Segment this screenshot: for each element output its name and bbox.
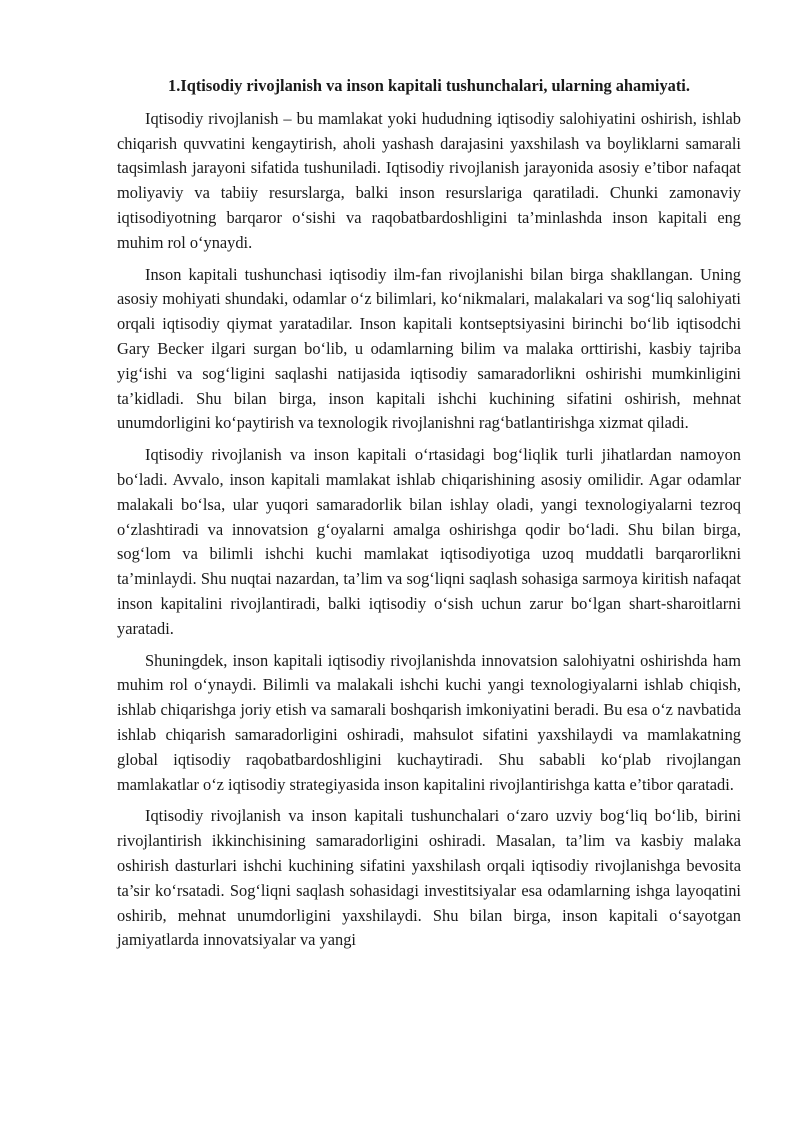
section-heading: 1.Iqtisodiy rivojlanish va inson kapitali tushunchalari, ularning ahamiyati. — [168, 76, 690, 95]
document-body — [117, 74, 741, 953]
paragraph-3: Iqtisodiy rivojlanish va inson kapitali o‘rtasidagi bog‘liqlik turli jihatlardan namoyon bo‘ladi. Avvalo, inson kapitali mamlakat ishlab chiqarishining asosiy omilidir. Agar odamlar malakali bo‘lsa, ular yuqori samaradorlik bilan ishlay oladi, yangi texnologiyalarni tezroq o‘zlashtiradi va innovatsion g‘oyalarni amalga oshirishga qodir bo‘ladi. Shu bilan birga, sog‘lom va bilimli ishchi kuchi mamlakat iqtisodiyotiga uzoq muddatli barqarorlikni ta’minlaydi. Shu nuqtai nazardan, ta’lim va sog‘liqni saqlash sohasiga sarmoya kiritish nafaqat inson kapitalini rivojlantiradi, balki iqtisodiy o‘sish uchun zarur bo‘lgan shart-sharoitlarni yaratadi. — [117, 445, 741, 638]
paragraph-1: Iqtisodiy rivojlanish – bu mamlakat yoki hududning iqtisodiy salohiyatini oshirish, ishlab chiqarish quvvatini kengaytirish, aholi yashash darajasini yaxshilash va boyliklarni samarali taqsimlash jarayoni sifatida tushuniladi. Iqtisodiy rivojlanish jarayonida asosiy e’tibor nafaqat moliyaviy va tabiiy resurslarga, balki inson resurslariga qaratiladi. Chunki zamonaviy iqtisodiyotning barqaror o‘sishi va raqobatbardoshligini ta’minlashda inson kapitali eng muhim rol o‘ynaydi. — [117, 108, 741, 252]
paragraph-4: Shuningdek, inson kapitali iqtisodiy rivojlanishda innovatsion salohiyatni oshirishda ham muhim rol o‘ynaydi. Bilimli va malakali ishchi kuchi yangi texnologiyalarni ishlab chiqish, ishlab chiqarishga joriy etish va samarali boshqarish imkoniyatini beradi. Bu esa o‘z navbatida ishlab chiqarish samaradorligini oshiradi, mahsulot sifatini yaxshilaydi va mamlakatning global iqtisodiy raqobatbardoshligini kuchaytiradi. Shu sababli ko‘plab rivojlangan mamlakatlar o‘z iqtisodiy strategiyasida inson kapitalini rivojlantirishga katta e’tibor qaratadi. — [117, 650, 741, 794]
paragraph-2: Inson kapitali tushunchasi iqtisodiy ilm-fan rivojlanishi bilan birga shakllangan. Uning asosiy mohiyati shundaki, odamlar o‘z bilimlari, ko‘nikmalari, malakalari va sog‘liq salohiyati orqali iqtisodiy qiymat yaratadilar. Inson kapitali kontseptsiyasini birinchi bo‘lib iqtisodchi Gary Becker ilgari surgan bo‘lib, u odamlarning bilim va malaka orttirishi, kasbiy tajriba yig‘ishi va sog‘ligini saqlashi natijasida iqtisodiy samaradorlikni oshirishi mumkinligini ta’kidladi. Shu bilan birga, inson kapitali ishchi kuchining sifatini oshirish, mehnat unumdorligini ko‘paytirish va texnologik rivojlanishni rag‘batlantirishga xizmat qiladi. — [117, 264, 741, 433]
paragraph-5: Iqtisodiy rivojlanish va inson kapitali tushunchalari o‘zaro uzviy bog‘liq bo‘lib, birini rivojlantirish ikkinchisining samaradorligini oshiradi. Masalan, ta’lim va kasbiy malaka oshirish dasturlari ishchi kuchining sifatini yaxshilash orqali iqtisodiy rivojlanishga bevosita ta’sir ko‘rsatadi. Sog‘liqni saqlash sohasidagi investitsiyalar esa odamlarning ishga layoqatini oshirib, mehnat unumdorligini yaxshilaydi. Shu bilan birga, inson kapitali o‘sayotgan jamiyatlarda innovatsiyalar va yangi — [117, 806, 741, 950]
